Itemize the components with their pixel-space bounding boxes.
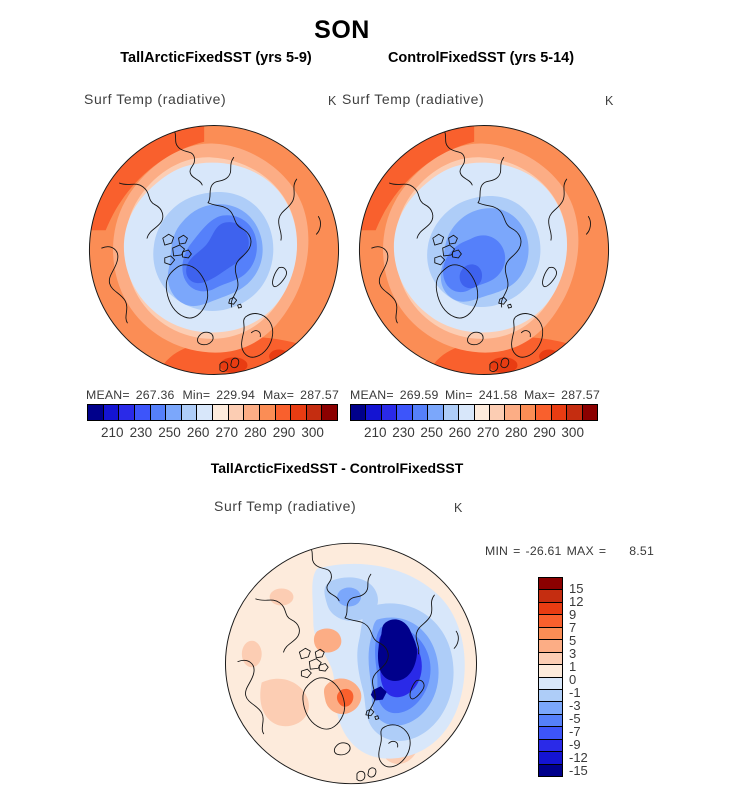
min-value: 229.94 bbox=[216, 388, 256, 402]
tick-label: 7 bbox=[569, 620, 577, 635]
tick-label: 260 bbox=[448, 425, 472, 440]
panel-left-title: TallArcticFixedSST (yrs 5-9) bbox=[120, 50, 312, 66]
tick-label: 300 bbox=[561, 425, 584, 440]
colorbar-segment bbox=[458, 404, 474, 421]
min-label: Min= bbox=[444, 388, 473, 402]
figure-title: SON bbox=[314, 16, 370, 44]
colorbar-segment bbox=[538, 739, 563, 752]
mean-label: MEAN= bbox=[350, 388, 394, 402]
tick-label: 3 bbox=[569, 646, 577, 661]
min-value: 241.58 bbox=[478, 388, 518, 402]
colorbar-segment bbox=[181, 404, 198, 421]
tick-label: 0 bbox=[569, 672, 577, 687]
colorbar-segment bbox=[489, 404, 505, 421]
tick-label: 9 bbox=[569, 607, 577, 622]
colorbar-segment bbox=[538, 677, 563, 690]
tick-label: 270 bbox=[476, 425, 500, 440]
colorbar-segment bbox=[365, 404, 381, 421]
colorbar-segment bbox=[474, 404, 490, 421]
diff-max-value: 8.51 bbox=[629, 544, 654, 558]
tick-label: 250 bbox=[158, 425, 181, 440]
mean-stat bbox=[86, 388, 175, 402]
colorbar-segment bbox=[551, 404, 567, 421]
tick-label: 5 bbox=[569, 633, 577, 648]
panel-diff-field-label: Surf Temp (radiative) bbox=[214, 498, 357, 514]
colorbar-segment bbox=[396, 404, 412, 421]
panel-left-stats bbox=[86, 388, 339, 402]
tick-label: 250 bbox=[420, 425, 443, 440]
colorbar-segment bbox=[538, 751, 563, 764]
mean-value: 269.59 bbox=[399, 388, 439, 402]
colorbar-segment bbox=[538, 652, 563, 665]
colorbar-segment bbox=[150, 404, 167, 421]
colorbar-segment bbox=[582, 404, 598, 421]
mean-value: 267.36 bbox=[135, 388, 175, 402]
max-label: Max= bbox=[523, 388, 556, 402]
colorbar-right-ticks bbox=[350, 425, 598, 440]
colorbar-segment bbox=[134, 404, 151, 421]
colorbar-segment bbox=[504, 404, 520, 421]
diff-min-value: -26.61 bbox=[525, 544, 562, 558]
diff-max-eq: = bbox=[598, 544, 607, 558]
panel-right-stats bbox=[350, 388, 600, 402]
panel-left-units-label: K bbox=[328, 94, 337, 108]
colorbar-segment bbox=[381, 404, 397, 421]
max-value: 287.57 bbox=[300, 388, 339, 402]
panel-diff-title: TallArcticFixedSST - ControlFixedSST bbox=[210, 460, 464, 476]
tick-label: 210 bbox=[101, 425, 124, 440]
tick-label: -15 bbox=[569, 763, 588, 778]
colorbar-diff-ticks bbox=[569, 581, 588, 778]
colorbar-segment bbox=[103, 404, 120, 421]
colorbar-segment bbox=[538, 589, 563, 602]
colorbar-segment bbox=[538, 764, 563, 777]
colorbar-segment bbox=[538, 614, 563, 627]
colorbar-segment bbox=[538, 602, 563, 615]
tick-label: -7 bbox=[569, 724, 581, 739]
colorbar-left bbox=[87, 404, 338, 421]
tick-label: 12 bbox=[569, 594, 584, 609]
colorbar-segment bbox=[196, 404, 213, 421]
panel-diff-units-label: K bbox=[454, 501, 463, 515]
colorbar-segment bbox=[538, 627, 563, 640]
panel-left-field-label: Surf Temp (radiative) bbox=[84, 91, 227, 107]
colorbar-right bbox=[350, 404, 598, 421]
panel-right-units-label: K bbox=[605, 94, 614, 108]
colorbar-segment bbox=[259, 404, 276, 421]
colorbar-segment bbox=[306, 404, 323, 421]
panel-right-field-label: Surf Temp (radiative) bbox=[342, 91, 485, 107]
colorbar-segment bbox=[118, 404, 135, 421]
colorbar-segment bbox=[538, 577, 563, 590]
colorbar-segment bbox=[538, 689, 563, 702]
tick-label: -3 bbox=[569, 698, 581, 713]
colorbar-segment bbox=[538, 714, 563, 727]
colorbar-diff bbox=[538, 577, 563, 777]
tick-label: -1 bbox=[569, 685, 581, 700]
tick-label: -12 bbox=[569, 750, 588, 765]
mean-stat bbox=[350, 388, 439, 402]
tick-label: -5 bbox=[569, 711, 581, 726]
colorbar-segment bbox=[350, 404, 366, 421]
tick-label: 270 bbox=[215, 425, 239, 440]
tick-label: 260 bbox=[186, 425, 210, 440]
tick-label: 280 bbox=[505, 425, 528, 440]
tick-label: -9 bbox=[569, 737, 581, 752]
colorbar-segment bbox=[427, 404, 443, 421]
map-difference bbox=[222, 540, 480, 787]
colorbar-segment bbox=[566, 404, 582, 421]
max-value: 287.57 bbox=[561, 388, 600, 402]
min-stat bbox=[182, 388, 255, 402]
tick-label: 15 bbox=[569, 581, 584, 596]
colorbar-segment bbox=[321, 404, 338, 421]
max-label: Max= bbox=[262, 388, 295, 402]
tick-label: 290 bbox=[272, 425, 296, 440]
diff-minmax-line bbox=[485, 544, 659, 558]
colorbar-segment bbox=[87, 404, 104, 421]
colorbar-segment bbox=[538, 701, 563, 714]
colorbar-segment bbox=[243, 404, 260, 421]
colorbar-segment bbox=[290, 404, 307, 421]
diff-max-label: MAX bbox=[566, 544, 594, 558]
tick-label: 230 bbox=[129, 425, 153, 440]
colorbar-segment bbox=[538, 639, 563, 652]
map-tallarcticfixedsst bbox=[86, 122, 342, 378]
colorbar-left-ticks bbox=[87, 425, 338, 440]
colorbar-segment bbox=[228, 404, 245, 421]
panel-right-title: ControlFixedSST (yrs 5-14) bbox=[387, 50, 575, 66]
tick-label: 1 bbox=[569, 659, 577, 674]
max-stat bbox=[524, 388, 600, 402]
tick-label: 290 bbox=[533, 425, 556, 440]
tick-label: 210 bbox=[364, 425, 387, 440]
colorbar-segment bbox=[535, 404, 551, 421]
min-stat bbox=[445, 388, 518, 402]
colorbar-segment bbox=[412, 404, 428, 421]
colorbar-segment bbox=[165, 404, 182, 421]
diff-min-eq: = bbox=[513, 544, 521, 558]
map-controlfixedsst bbox=[356, 122, 612, 378]
colorbar-segment bbox=[443, 404, 459, 421]
mean-label: MEAN= bbox=[86, 388, 130, 402]
colorbar-segment bbox=[538, 664, 563, 677]
colorbar-segment bbox=[538, 726, 563, 739]
colorbar-segment bbox=[275, 404, 292, 421]
min-label: Min= bbox=[182, 388, 211, 402]
tick-label: 230 bbox=[392, 425, 415, 440]
tick-label: 300 bbox=[301, 425, 324, 440]
colorbar-segment bbox=[212, 404, 229, 421]
colorbar-segment bbox=[520, 404, 536, 421]
tick-label: 280 bbox=[244, 425, 267, 440]
max-stat bbox=[263, 388, 339, 402]
diff-min-label: MIN bbox=[485, 544, 509, 558]
